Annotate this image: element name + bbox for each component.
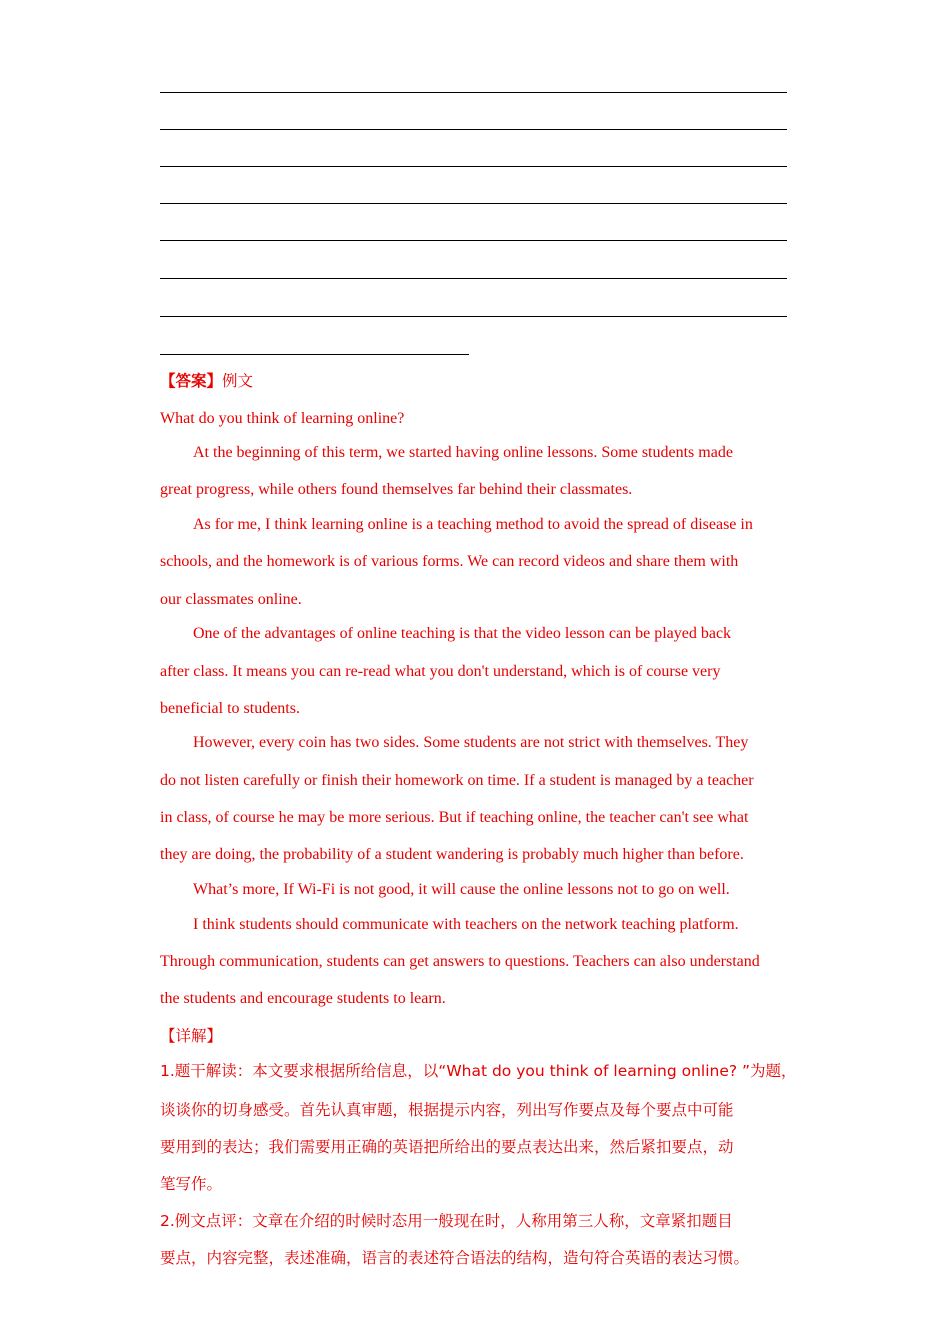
answer-bracket-label: 【答案】 — [160, 372, 223, 390]
essay-line: our classmates online. — [160, 591, 302, 608]
essay-line: At the beginning of this term, we started having online lessons. Some students made — [193, 444, 733, 461]
writing-line — [160, 92, 787, 93]
essay-line: One of the advantages of online teaching is that the video lesson can be played back — [193, 625, 732, 642]
essay-line: beneficial to students. — [160, 700, 300, 717]
answer-heading — [160, 371, 253, 392]
essay-line: they are doing, the probability of a student wandering is probably much higher than before. — [160, 846, 744, 863]
essay-line: do not listen carefully or finish their homework on time. If a student is managed by a teacher — [160, 772, 754, 789]
writing-line — [160, 278, 787, 279]
explanation-line: 谈谈你的切身感受。首先认真审题，根据提示内容，列出写作要点及每个要点中可能 — [160, 1101, 734, 1119]
essay-line: I think students should communicate with teachers on the network teaching platform. — [193, 916, 739, 933]
essay-line: schools, and the homework is of various forms. We can record videos and share them with — [160, 553, 739, 570]
explanation-line: 2.例文点评：文章在介绍的时候时态用一般现在时，人称用第三人称，文章紧扣题目 — [160, 1212, 733, 1230]
writing-line — [160, 203, 787, 204]
essay-line: after class. It means you can re-read what you don't understand, which is of course very — [160, 663, 721, 680]
essay-line: What’s more, If Wi-Fi is not good, it will cause the online lessons not to go on well. — [193, 881, 730, 898]
writing-line — [160, 166, 787, 167]
essay-line: As for me, I think learning online is a teaching method to avoid the spread of disease in — [193, 516, 753, 533]
explanation-heading: 【详解】 — [160, 1027, 223, 1045]
writing-line — [160, 316, 787, 317]
explanation-line: 要点，内容完整，表述准确，语言的表述符合语法的结构，造句符合英语的表达习惯。 — [160, 1249, 750, 1267]
essay-title: What do you think of learning online? — [160, 410, 405, 427]
explanation-line: 笔写作。 — [160, 1175, 223, 1193]
writing-line — [160, 240, 787, 241]
explanation-line: 1.题干解读：本文要求根据所给信息，以“What do you think of learning online? ”为题， — [160, 1062, 797, 1080]
writing-line-short — [160, 354, 469, 355]
essay-line: Through communication, students can get answers to questions. Teachers can also understand — [160, 953, 760, 970]
essay-line: in class, of course he may be more serious. But if teaching online, the teacher can't see what — [160, 809, 749, 826]
essay-line: great progress, while others found themselves far behind their classmates. — [160, 481, 633, 498]
answer-title: 例文 — [222, 372, 254, 390]
essay-line: However, every coin has two sides. Some students are not strict with themselves. They — [193, 734, 749, 751]
writing-line — [160, 129, 787, 130]
essay-line: the students and encourage students to learn. — [160, 990, 446, 1007]
explanation-line: 要用到的表达；我们需要用正确的英语把所给出的要点表达出来，然后紧扣要点，动 — [160, 1138, 734, 1156]
